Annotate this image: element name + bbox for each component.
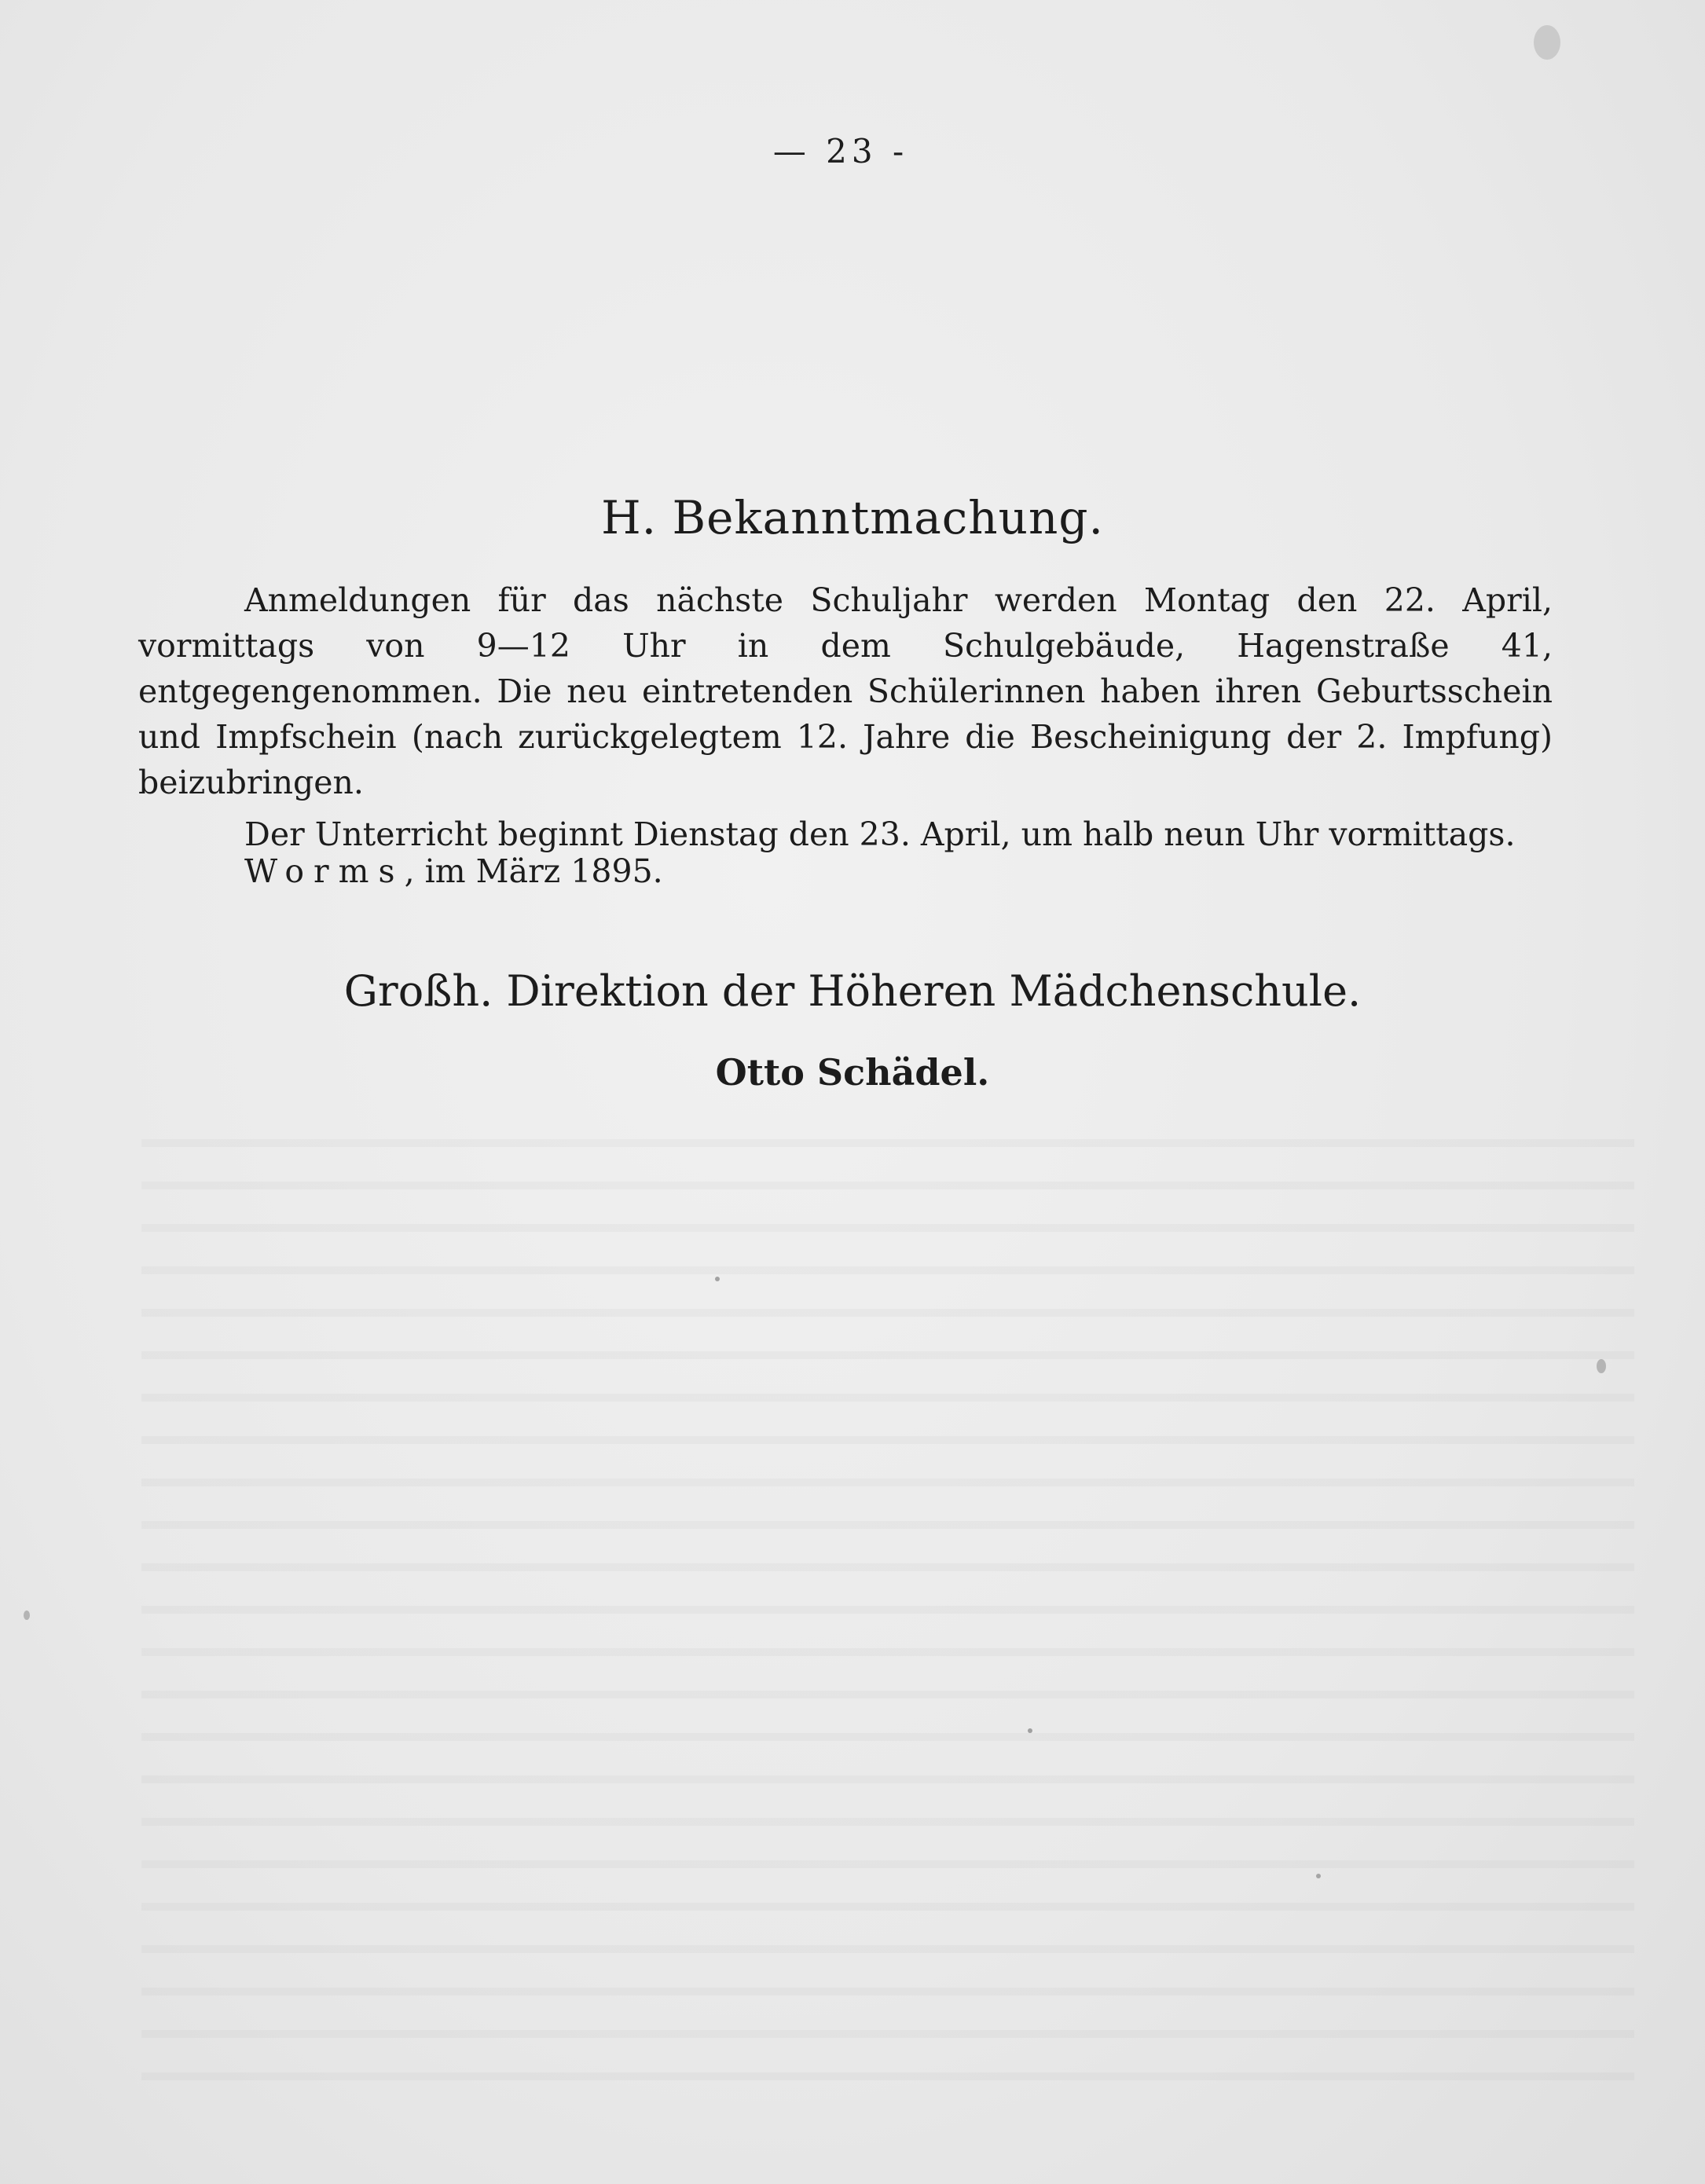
- notice-body: [138, 577, 1553, 857]
- notice-paragraph-classes-begin: Der Unterricht beginnt Dienstag den 23. April, um halb neun Uhr vormittags.: [244, 815, 1516, 853]
- signature: Otto Schädel.: [715, 1051, 990, 1094]
- paper-stain: [1534, 25, 1560, 60]
- bleed-through-texture: [141, 1139, 1634, 2082]
- notice-paragraph-registration: Anmeldungen für das nächste Schuljahr werden Montag den 22. April, vormittags von 9—12 Uhr in dem Schulgebäude, Hagenstraße 41, entgegengenommen. Die neu eintretenden Schülerinnen haben ihren Geburtsschein und Impfschein (nach zurückgelegtem 12. Jahre die Bescheinigung der 2. Impfung) beizubringen.: [138, 581, 1553, 801]
- paper-speck: [715, 1277, 720, 1281]
- date: , im März 1895.: [404, 852, 663, 890]
- section-letter: H.: [601, 491, 658, 544]
- issuing-authority: Großh. Direktion der Höheren Mädchenschule.: [343, 966, 1362, 1016]
- section-title: Bekanntmachung.: [672, 491, 1104, 544]
- page-number: — 23 -: [772, 132, 909, 170]
- paper-speck: [1316, 1874, 1321, 1878]
- paper-speck: [1597, 1359, 1606, 1373]
- place-date-line: [244, 852, 663, 890]
- paper-speck: [1028, 1728, 1032, 1733]
- paper-speck: [24, 1611, 30, 1620]
- place: Worms: [244, 852, 405, 890]
- section-heading: [0, 491, 1705, 544]
